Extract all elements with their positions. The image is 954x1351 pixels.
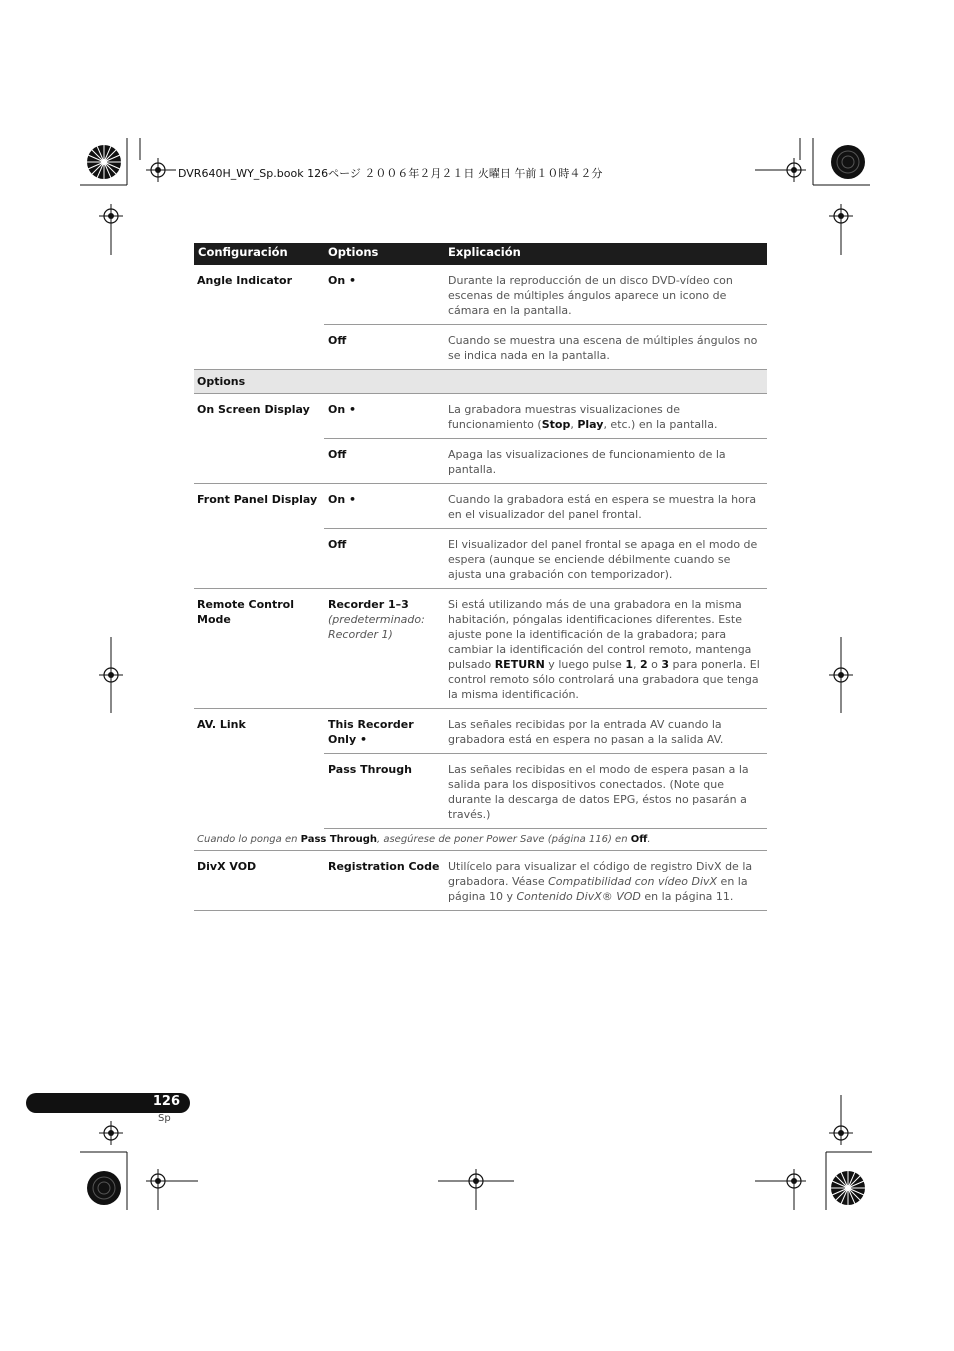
text-run: en la página 11. bbox=[640, 890, 734, 903]
table-row bbox=[194, 709, 767, 754]
text-run: Si está utilizando más de una grabadora en la misma habitación, póngalas identificaciones diferentes. Este ajuste pone la identificación de la grabadora; para cambiar la identificación del control remoto, mantenga pulsado bbox=[448, 598, 752, 671]
setting-divx-vod: DivX VOD bbox=[194, 851, 324, 911]
setting-front-panel-display: Front Panel Display bbox=[194, 484, 324, 589]
text-run: , bbox=[570, 418, 578, 431]
text-run: , asegúrese de poner Power Save (página 116) en bbox=[376, 834, 631, 845]
table-row bbox=[194, 589, 767, 709]
term-off: Off bbox=[630, 834, 648, 845]
key-1: 1 bbox=[625, 658, 633, 671]
term-pass-through: Pass Through bbox=[300, 834, 377, 845]
table-row bbox=[194, 851, 767, 911]
option-off: Off bbox=[324, 325, 444, 370]
text-run: o bbox=[647, 658, 662, 671]
option-on: On • bbox=[324, 394, 444, 439]
key-play: Play bbox=[577, 418, 604, 431]
text-run: . bbox=[647, 834, 651, 845]
setting-remote-control-mode: Remote Control Mode bbox=[194, 589, 324, 709]
column-header-options: Options bbox=[324, 243, 444, 265]
option-description bbox=[444, 851, 767, 911]
option-description: Las señales recibidas por la entrada AV cuando la grabadora está en espera no pasan a la salida AV. bbox=[444, 709, 767, 754]
option-on: On • bbox=[324, 265, 444, 325]
setting-on-screen-display: On Screen Display bbox=[194, 394, 324, 484]
option-on: On • bbox=[324, 484, 444, 529]
setting-angle-indicator: Angle Indicator bbox=[197, 274, 293, 287]
text-run: y luego pulse bbox=[544, 658, 626, 671]
table-row bbox=[194, 265, 767, 325]
table-header-row bbox=[194, 243, 767, 265]
table-row bbox=[194, 484, 767, 529]
section-row bbox=[194, 370, 767, 394]
section-title-options: Options bbox=[194, 370, 767, 394]
reference-divx-compat: Compatibilidad con vídeo DivX bbox=[548, 875, 718, 888]
option-description: Durante la reproducción de un disco DVD-vídeo con escenas de múltiples ángulos aparece un icono de cámara en la pantalla. bbox=[444, 265, 767, 325]
text-run: Utilícelo para visualizar el código de registro DivX de la grabadora. Véase bbox=[448, 860, 753, 888]
text-run: La grabadora muestras visualizaciones de funcionamiento ( bbox=[448, 403, 680, 431]
key-2: 2 bbox=[639, 658, 648, 671]
option-description: Las señales recibidas en el modo de espera pasan a la salida para los dispositivos conectados. (Note que durante la descarga de datos EPG, éstos no pasarán a través.) bbox=[444, 754, 767, 829]
text-run: , bbox=[632, 658, 640, 671]
option-description bbox=[444, 589, 767, 709]
file-header-line: DVR640H_WY_Sp.book 126ページ ２００６年２月２１日 火曜日 午前１０時４２分 bbox=[178, 167, 603, 180]
option-description: Cuando se muestra una escena de múltiples ángulos no se indica nada en la pantalla. bbox=[444, 325, 767, 370]
column-header-configuracion: Configuración bbox=[194, 243, 324, 265]
column-header-explicacion: Explicación bbox=[444, 243, 767, 265]
text-run: para ponerla. El control remoto sólo controlará una grabadora que tenga la misma identificación. bbox=[448, 658, 760, 701]
setting-av-link: AV. Link bbox=[197, 718, 246, 731]
option-description: Apaga las visualizaciones de funcionamiento de la pantalla. bbox=[444, 439, 767, 484]
option-default-note: (predeterminado: Recorder 1) bbox=[328, 613, 425, 641]
text-run: , etc.) en la pantalla. bbox=[603, 418, 718, 431]
settings-table bbox=[194, 243, 767, 911]
key-stop: Stop bbox=[541, 418, 571, 431]
option-pass-through: Pass Through bbox=[324, 754, 444, 829]
note-row bbox=[194, 829, 767, 851]
reference-divx-vod: Contenido DivX® VOD bbox=[516, 890, 641, 903]
option-off: Off bbox=[324, 529, 444, 589]
option-description: Cuando la grabadora está en espera se muestra la hora en el visualizador del panel frontal. bbox=[444, 484, 767, 529]
option-registration-code: Registration Code bbox=[324, 851, 444, 911]
option-this-recorder-only: This Recorder Only • bbox=[324, 709, 444, 754]
option-off: Off bbox=[324, 439, 444, 484]
av-link-note bbox=[194, 829, 767, 851]
text-run: en la página 10 y bbox=[448, 875, 748, 903]
option-label: Recorder 1–3 bbox=[328, 598, 409, 611]
page-language: Sp bbox=[158, 1113, 171, 1124]
option-description: El visualizador del panel frontal se apaga en el modo de espera (aunque se enciende débilmente cuando se ajusta una grabación con temporizador). bbox=[444, 529, 767, 589]
text-run: Cuando lo ponga en bbox=[197, 834, 301, 845]
key-3: 3 bbox=[661, 658, 670, 671]
option-recorder bbox=[324, 589, 444, 709]
key-return: RETURN bbox=[494, 658, 545, 671]
table-row bbox=[194, 394, 767, 439]
page-number: 126 bbox=[152, 1094, 180, 1109]
option-description bbox=[444, 394, 767, 439]
